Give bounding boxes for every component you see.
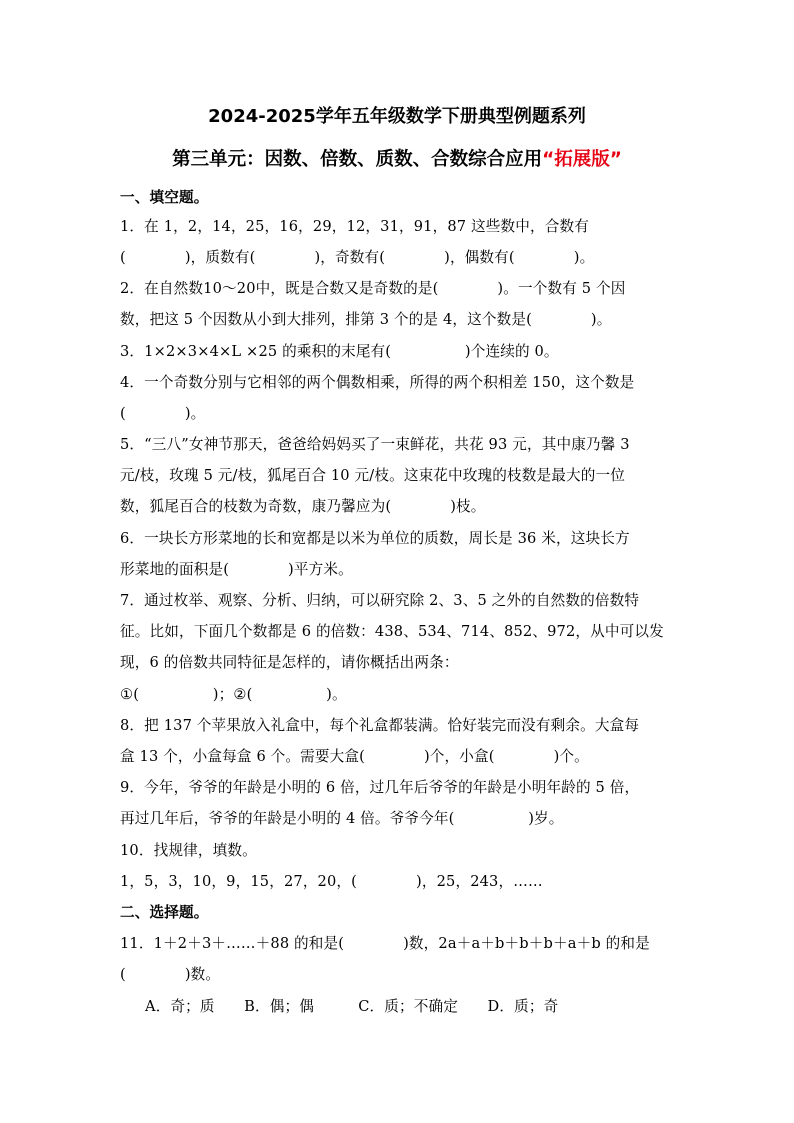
question-line: 4．一个奇数分别与它相邻的两个偶数相乘，所得的两个积相差 150，这个数是 <box>120 374 635 391</box>
question-line: 1，5，3，10，9，15，27，20，( )，25，243，…… <box>120 873 543 890</box>
subtitle-accent: “拓展版” <box>542 149 622 170</box>
question-line: ( )，质数有( )，奇数有( )，偶数有( )。 <box>120 249 595 266</box>
question-line: ①( )；②( )。 <box>120 686 347 703</box>
question-line: 再过几年后，爷爷的年龄是小明的 4 倍。爷爷今年( )岁。 <box>120 810 564 827</box>
question-line: ( )。 <box>120 405 206 422</box>
question-line: 盒 13 个，小盒每盒 6 个。需要大盒( )个，小盒( )个。 <box>120 748 589 765</box>
question-line: 元/枝，玫瑰 5 元/枝，狐尾百合 10 元/枝。这束花中玫瑰的枝数是最大的一位 <box>120 467 625 484</box>
question-line: 现，6 的倍数共同特征是怎样的，请你概括出两条： <box>120 654 459 671</box>
question-line: 1．在 1，2，14，25，16，29，12，31，91，87 这些数中，合数有 <box>120 218 589 235</box>
question-line: 11．1＋2＋3＋……＋88 的和是( )数，2a＋a＋b＋b＋b＋a＋b 的和是 <box>120 935 650 952</box>
page-title: 2024-2025学年五年级数学下册典型例题系列 <box>208 106 586 127</box>
question-line: 5．“三八”女神节那天，爸爸给妈妈买了一束鲜花，共花 93 元，其中康乃馨 3 <box>120 436 630 453</box>
question-line: 6．一块长方形菜地的长和宽都是以米为单位的质数，周长是 36 米，这块长方 <box>120 530 630 547</box>
question-line: 形菜地的面积是( )平方米。 <box>120 561 353 578</box>
subtitle-main: 第三单元：因数、倍数、质数、合数综合应用 <box>172 149 543 170</box>
question-line: 9．今年，爷爷的年龄是小明的 6 倍，过几年后爷爷的年龄是小明年龄的 5 倍， <box>120 779 640 796</box>
answer-options: A．奇；质 B．偶；偶 C．质；不确定 D．质；奇 <box>145 998 559 1015</box>
section-heading-choice: 二、选择题。 <box>120 904 209 921</box>
question-line: 7．通过枚举、观察、分析、归纳，可以研究除 2、3、5 之外的自然数的倍数特 <box>120 592 640 609</box>
unit-subtitle <box>0 145 794 171</box>
question-line: 征。比如，下面几个数都是 6 的倍数：438、534、714、852、972，从中可以发 <box>120 623 664 640</box>
question-line: 8．把 137 个苹果放入礼盒中，每个礼盒都装满。恰好装完而没有剩余。大盒每 <box>120 717 640 734</box>
question-line: 3．1×2×3×4×L ×25 的乘积的末尾有( )个连续的 0。 <box>120 343 559 360</box>
question-line: 数，狐尾百合的枝数为奇数，康乃馨应为( )枝。 <box>120 498 486 515</box>
question-line: 2．在自然数10～20中，既是合数又是奇数的是( )。一个数有 5 个因 <box>120 280 626 297</box>
section-heading-fill-in: 一、填空题。 <box>120 189 209 206</box>
question-line: 数，把这 5 个因数从小到大排列，排第 3 个的是 4，这个数是( )。 <box>120 311 612 328</box>
question-line: ( )数。 <box>120 966 221 983</box>
question-line: 10．找规律，填数。 <box>120 842 257 859</box>
